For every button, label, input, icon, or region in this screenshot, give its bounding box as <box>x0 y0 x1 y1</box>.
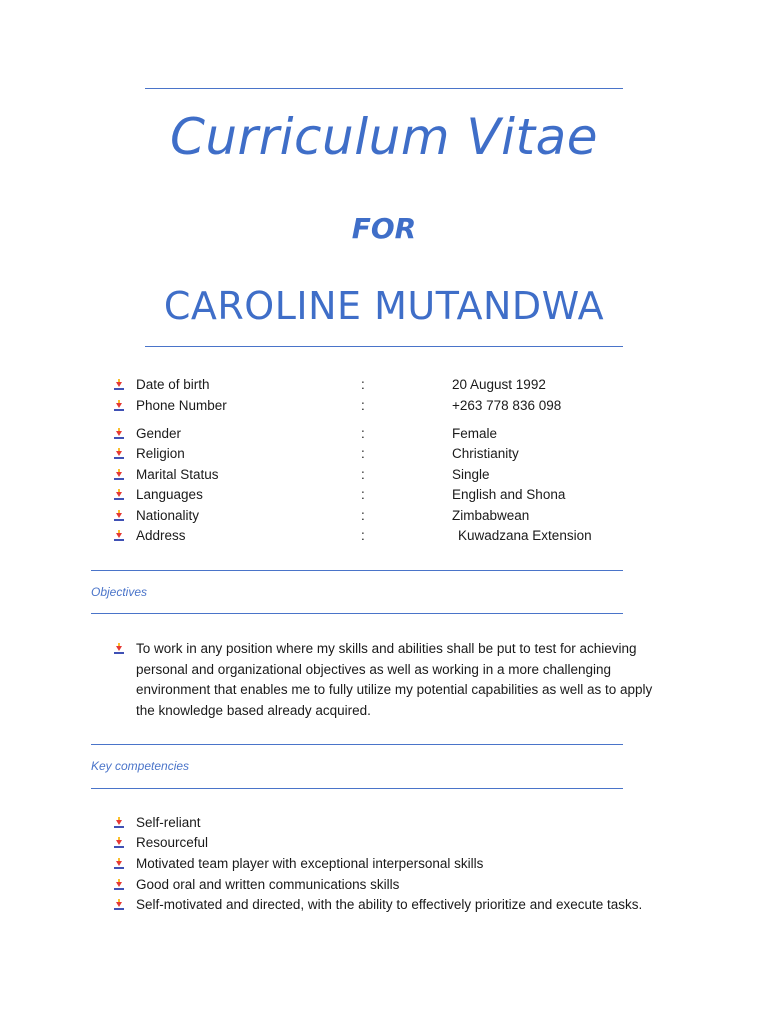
competency-item <box>0 833 768 853</box>
detail-separator: : <box>361 528 365 543</box>
detail-value: English and Shona <box>452 487 566 502</box>
arrow-bullet-icon <box>113 530 125 542</box>
detail-label: Address <box>136 528 186 543</box>
candidate-name: CAROLINE MUTANDWA <box>163 284 605 328</box>
competency-text: Self-motivated and directed, with the ability to effectively prioritize and execute tasks. <box>136 897 643 912</box>
competency-item <box>0 854 768 874</box>
objectives-heading: Objectives <box>91 585 148 599</box>
arrow-bullet-icon <box>113 448 125 460</box>
detail-label: Phone Number <box>136 398 227 413</box>
competency-item <box>0 875 768 895</box>
detail-row <box>0 465 768 485</box>
detail-separator: : <box>361 398 365 413</box>
detail-separator: : <box>361 467 365 482</box>
detail-separator: : <box>361 446 365 461</box>
arrow-bullet-icon <box>113 837 125 849</box>
arrow-bullet-icon <box>113 428 125 440</box>
detail-row <box>0 506 768 526</box>
detail-value: Single <box>452 467 490 482</box>
arrow-bullet-icon <box>113 379 125 391</box>
detail-value: Female <box>452 426 498 441</box>
competencies-heading: Key competencies <box>91 759 190 773</box>
competency-text: Motivated team player with exceptional interpersonal skills <box>136 856 484 871</box>
detail-row <box>0 526 768 546</box>
detail-value: Zimbabwean <box>452 508 530 523</box>
detail-label: Nationality <box>136 508 200 523</box>
arrow-bullet-icon <box>113 643 125 655</box>
detail-row <box>0 485 768 505</box>
detail-separator: : <box>361 426 365 441</box>
competencies-top-rule <box>91 744 623 745</box>
competency-item <box>0 813 768 833</box>
arrow-bullet-icon <box>113 899 125 911</box>
competency-text: Resourceful <box>136 835 209 850</box>
top-rule <box>145 88 623 89</box>
arrow-bullet-icon <box>113 400 125 412</box>
detail-separator: : <box>361 508 365 523</box>
objectives-line: To work in any position where my skills and abilities shall be put to test for achieving <box>136 641 637 656</box>
detail-label: Date of birth <box>136 377 210 392</box>
arrow-bullet-icon <box>113 469 125 481</box>
objectives-text <box>136 639 681 721</box>
arrow-bullet-icon <box>113 489 125 501</box>
detail-label: Religion <box>136 446 185 461</box>
competency-text: Good oral and written communications skills <box>136 877 400 892</box>
objectives-top-rule <box>91 570 623 571</box>
detail-row <box>0 444 768 464</box>
name-rule <box>145 346 623 347</box>
arrow-bullet-icon <box>113 858 125 870</box>
detail-label: Languages <box>136 487 203 502</box>
detail-row <box>0 375 768 395</box>
detail-row <box>0 396 768 416</box>
objectives-bottom-rule <box>91 613 623 614</box>
arrow-bullet-icon <box>113 817 125 829</box>
detail-value: 20 August 1992 <box>452 377 546 392</box>
arrow-bullet-icon <box>113 879 125 891</box>
detail-label: Marital Status <box>136 467 219 482</box>
competency-text: Self-reliant <box>136 815 201 830</box>
detail-label: Gender <box>136 426 182 441</box>
for-label: FOR <box>351 212 417 245</box>
detail-value: Christianity <box>452 446 519 461</box>
detail-separator: : <box>361 487 365 502</box>
arrow-bullet-icon <box>113 510 125 522</box>
detail-value: Kuwadzana Extension <box>458 528 592 543</box>
competencies-bottom-rule <box>91 788 623 789</box>
objectives-line: personal and organizational objectives as well as working in a more challenging <box>136 661 612 677</box>
objectives-line: environment that enables me to fully utilize my potential capabilities as well as to apply <box>136 682 653 697</box>
detail-separator: : <box>361 377 365 392</box>
competency-item <box>0 895 768 915</box>
detail-value: +263 778 836 098 <box>452 398 562 413</box>
detail-row <box>0 424 768 444</box>
document-title: Curriculum Vitae <box>169 108 599 166</box>
objectives-line: the knowledge based already acquired. <box>136 702 371 718</box>
